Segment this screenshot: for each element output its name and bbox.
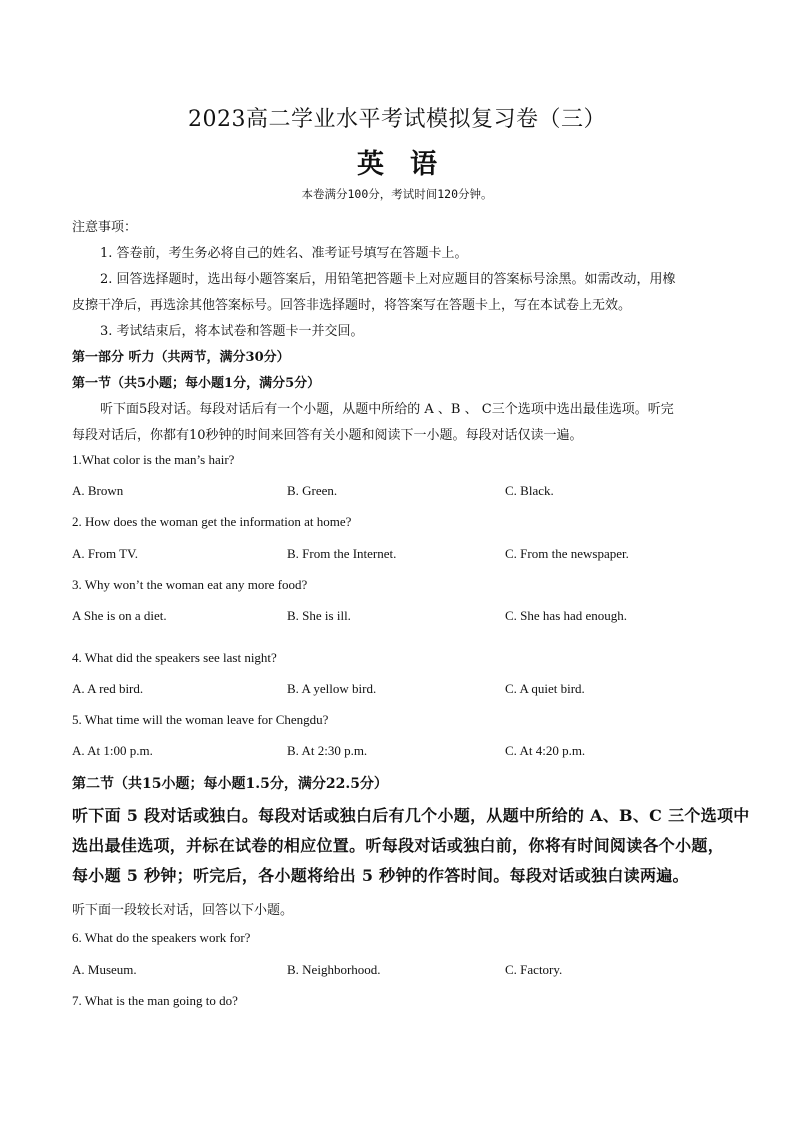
q2-option-c: C. From the newspaper. bbox=[505, 546, 629, 561]
question-2: 2. How does the woman get the information at home? bbox=[72, 514, 352, 529]
q4-option-a: A. A red bird. bbox=[72, 681, 144, 696]
part1-heading: 第一部分 听力（共两节，满分30分） bbox=[72, 350, 290, 365]
q5-option-c: C. At 4:20 p.m. bbox=[505, 743, 586, 758]
exam-title: 2023高二学业水平考试模拟复习卷（三） bbox=[188, 107, 606, 132]
q1-option-b: B. Green. bbox=[287, 483, 338, 498]
question-5: 5. What time will the woman leave for Chengdu? bbox=[72, 712, 329, 727]
q5-option-b: B. At 2:30 p.m. bbox=[287, 743, 368, 758]
section1-heading: 第一节（共5小题；每小题1分，满分5分） bbox=[72, 376, 321, 391]
question-3: 3. Why won’t the woman eat any more food? bbox=[72, 577, 308, 592]
notes-heading: 注意事项： bbox=[72, 220, 138, 235]
note-item: 3. 考试结束后，将本试卷和答题卡一并交回。 bbox=[100, 324, 364, 339]
q6-option-c: C. Factory. bbox=[505, 962, 563, 977]
section1-instructions: 每段对话后，你都有10秒钟的时间来回答有关小题和阅读下一小题。每段对话仅读一遍。 bbox=[72, 428, 583, 443]
section1-instructions: 听下面5段对话。每段对话后有一个小题，从题中所给的 A 、B 、 C三个选项中选出最佳选项。听完 bbox=[100, 402, 674, 417]
q3-option-b: B. She is ill. bbox=[287, 608, 351, 623]
section2-lead: 听下面一段较长对话，回答以下小题。 bbox=[72, 903, 294, 918]
q3-option-c: C. She has had enough. bbox=[505, 608, 628, 623]
section2-heading: 第二节（共15小题；每小题1.5分，满分22.5分） bbox=[72, 776, 388, 792]
q1-option-a: A. Brown bbox=[72, 483, 124, 498]
section2-instructions: 听下面 5 段对话或独白。每段对话或独白后有几个小题，从题中所给的 A、B、C 三个选项中 bbox=[72, 806, 750, 825]
note-item: 1. 答卷前，考生务必将自己的姓名、准考证号填写在答题卡上。 bbox=[100, 246, 468, 261]
section2-instructions: 选出最佳选项，并标在试卷的相应位置。听每段对话或独白前，你将有时间阅读各个小题， bbox=[72, 836, 725, 855]
note-item: 2. 回答选择题时，选出每小题答案后，用铅笔把答题卡上对应题目的答案标号涂黑。如需改动，用橡 bbox=[100, 272, 676, 287]
note-item: 皮擦干净后，再选涂其他答案标号。回答非选择题时，将答案写在答题卡上，写在本试卷上无效。 bbox=[72, 298, 632, 313]
question-4: 4. What did the speakers see last night? bbox=[72, 650, 277, 665]
q3-option-a: A She is on a diet. bbox=[72, 608, 167, 623]
q2-option-b: B. From the Internet. bbox=[287, 546, 397, 561]
q6-option-b: B. Neighborhood. bbox=[287, 962, 381, 977]
subject-title: 英语 bbox=[357, 149, 463, 180]
question-7: 7. What is the man going to do? bbox=[72, 993, 238, 1008]
q6-option-a: A. Museum. bbox=[72, 962, 137, 977]
q5-option-a: A. At 1:00 p.m. bbox=[72, 743, 153, 758]
section2-instructions: 每小题 5 秒钟；听完后，各小题将给出 5 秒钟的作答时间。每段对话或独白读两遍。 bbox=[72, 866, 689, 885]
question-1: 1.What color is the man’s hair? bbox=[72, 452, 235, 467]
q4-option-b: B. A yellow bird. bbox=[287, 681, 377, 696]
question-6: 6. What do the speakers work for? bbox=[72, 930, 251, 945]
q2-option-a: A. From TV. bbox=[72, 546, 138, 561]
q4-option-c: C. A quiet bird. bbox=[505, 681, 585, 696]
exam-info: 本卷满分100分，考试时间120分钟。 bbox=[301, 187, 493, 201]
q1-option-c: C. Black. bbox=[505, 483, 554, 498]
